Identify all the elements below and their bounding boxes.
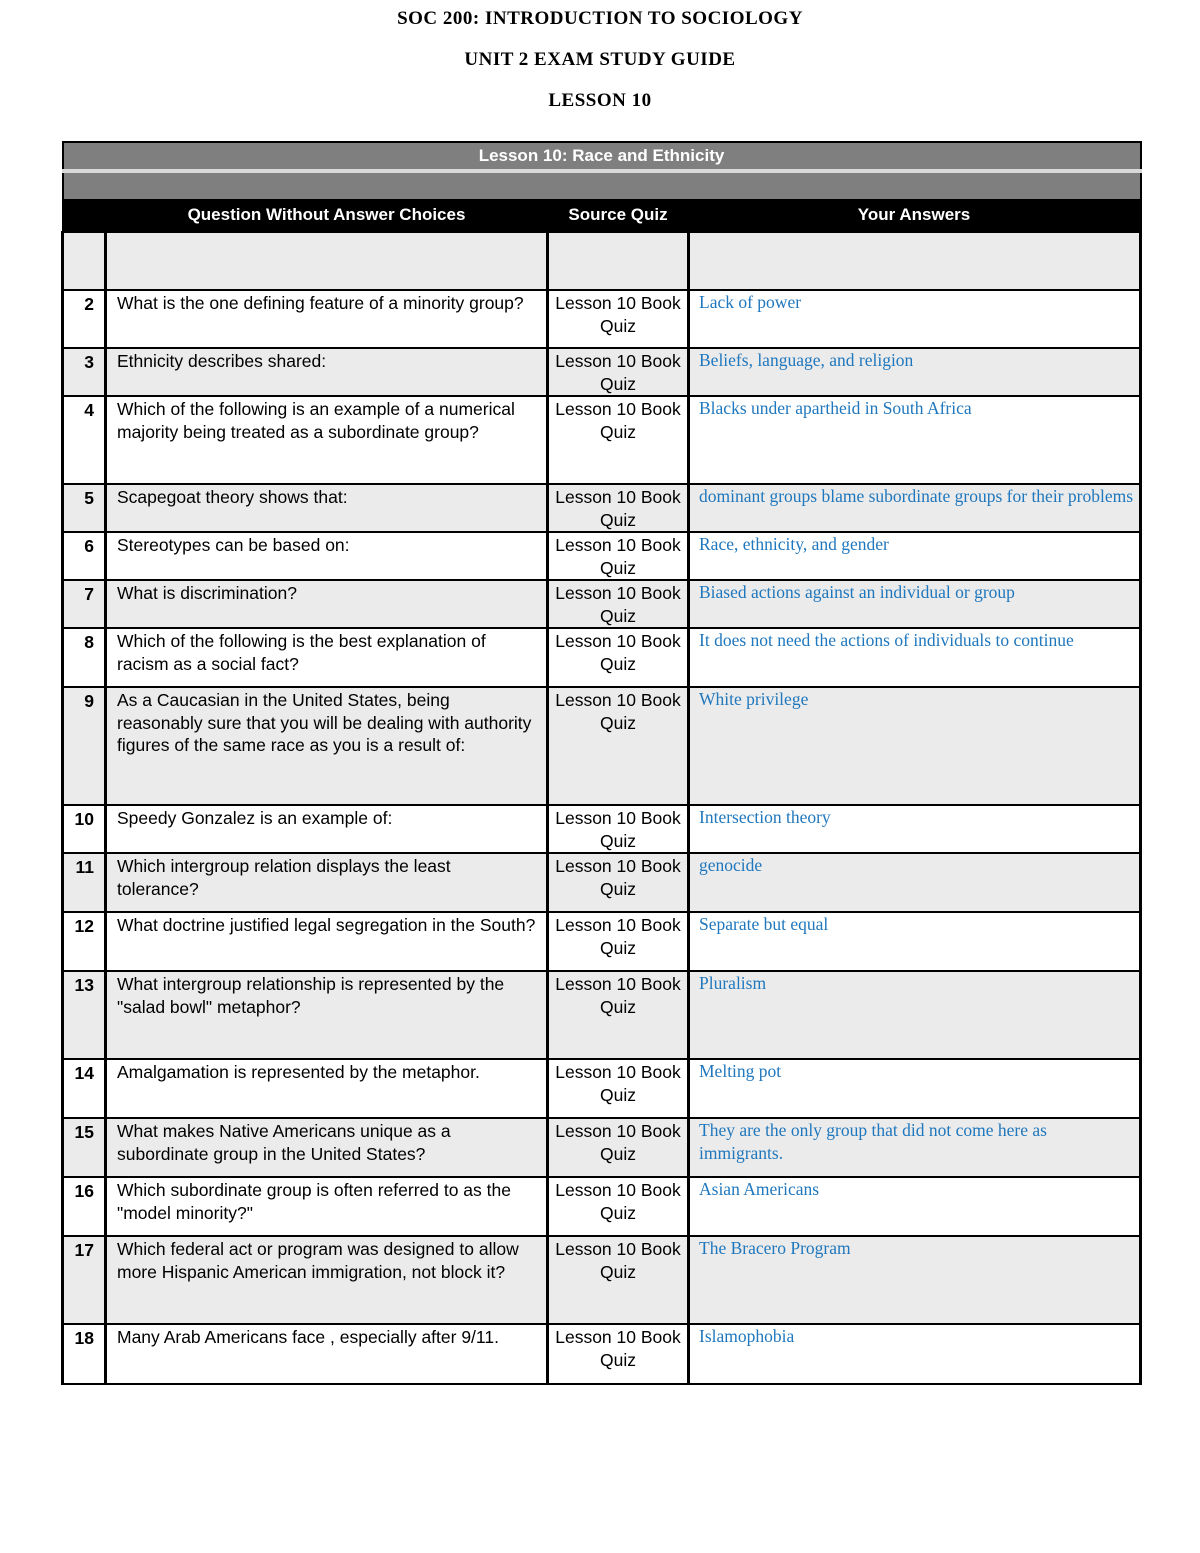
answer-text: Melting pot [689, 1059, 1141, 1118]
answer-text: Beliefs, language, and religion [689, 348, 1141, 396]
column-header-number [63, 199, 106, 232]
question-number: 4 [63, 396, 106, 484]
question-text: Which of the following is an example of a numerical majority being treated as a subordinate group? [106, 396, 548, 484]
answer-text: Lack of power [689, 290, 1141, 348]
table-row [63, 805, 1141, 853]
question-text: What makes Native Americans unique as a subordinate group in the United States? [106, 1118, 548, 1177]
question-number: 14 [63, 1059, 106, 1118]
question-text: Which subordinate group is often referred to as the "model minority?" [106, 1177, 548, 1236]
question-number [63, 232, 106, 290]
table-row [63, 348, 1141, 396]
table-row [63, 853, 1141, 912]
source-quiz: Lesson 10 Book Quiz [548, 1324, 689, 1384]
source-quiz: Lesson 10 Book Quiz [548, 853, 689, 912]
source-quiz: Lesson 10 Book Quiz [548, 290, 689, 348]
table-row [63, 290, 1141, 348]
question-number: 2 [63, 290, 106, 348]
answer-text: Pluralism [689, 971, 1141, 1059]
answer-text: dominant groups blame subordinate groups for their problems [689, 484, 1141, 532]
question-text: As a Caucasian in the United States, being reasonably sure that you will be dealing with authority figures of the same race as you is a result of: [106, 687, 548, 805]
source-quiz: Lesson 10 Book Quiz [548, 580, 689, 628]
question-text: What is the one defining feature of a minority group? [106, 290, 548, 348]
question-number: 10 [63, 805, 106, 853]
source-quiz: Lesson 10 Book Quiz [548, 484, 689, 532]
answer-text: Intersection theory [689, 805, 1141, 853]
question-number: 6 [63, 532, 106, 580]
source-quiz: Lesson 10 Book Quiz [548, 805, 689, 853]
question-text: Many Arab Americans face , especially after 9/11. [106, 1324, 548, 1384]
question-number: 17 [63, 1236, 106, 1324]
answer-text: Asian Americans [689, 1177, 1141, 1236]
question-number: 3 [63, 348, 106, 396]
table-row [63, 532, 1141, 580]
table-row [63, 912, 1141, 971]
question-text: Which intergroup relation displays the least tolerance? [106, 853, 548, 912]
question-text: Ethnicity describes shared: [106, 348, 548, 396]
table-row [63, 971, 1141, 1059]
source-quiz: Lesson 10 Book Quiz [548, 532, 689, 580]
source-quiz: Lesson 10 Book Quiz [548, 1236, 689, 1324]
question-text: What is discrimination? [106, 580, 548, 628]
question-number: 13 [63, 971, 106, 1059]
banner-spacer [63, 171, 1141, 199]
table-row [63, 687, 1141, 805]
table-row [63, 1059, 1141, 1118]
table-row [63, 484, 1141, 532]
answer-text: White privilege [689, 687, 1141, 805]
source-quiz: Lesson 10 Book Quiz [548, 628, 689, 687]
question-number: 5 [63, 484, 106, 532]
source-quiz: Lesson 10 Book Quiz [548, 1177, 689, 1236]
answer-text: It does not need the actions of individuals to continue [689, 628, 1141, 687]
question-text: What intergroup relationship is represented by the "salad bowl" metaphor? [106, 971, 548, 1059]
table-row [63, 1236, 1141, 1324]
answer-text: Biased actions against an individual or group [689, 580, 1141, 628]
question-number: 15 [63, 1118, 106, 1177]
column-header-question: Question Without Answer Choices [106, 199, 548, 232]
source-quiz: Lesson 10 Book Quiz [548, 912, 689, 971]
question-text: Stereotypes can be based on: [106, 532, 548, 580]
table-row [63, 1177, 1141, 1236]
guide-title: UNIT 2 EXAM STUDY GUIDE [464, 49, 736, 70]
answer-text: Islamophobia [689, 1324, 1141, 1384]
source-quiz: Lesson 10 Book Quiz [548, 1059, 689, 1118]
question-number: 12 [63, 912, 106, 971]
table-row [63, 1324, 1141, 1384]
question-number: 18 [63, 1324, 106, 1384]
column-header-source: Source Quiz [548, 199, 689, 232]
answer-text: Separate but equal [689, 912, 1141, 971]
table-row [63, 396, 1141, 484]
answer-text: The Bracero Program [689, 1236, 1141, 1324]
question-number: 16 [63, 1177, 106, 1236]
answer-text [689, 232, 1141, 290]
answer-text: They are the only group that did not come here as immigrants. [689, 1118, 1141, 1177]
table-banner: Lesson 10: Race and Ethnicity [63, 142, 1141, 171]
question-text: What doctrine justified legal segregation in the South? [106, 912, 548, 971]
answer-text: Blacks under apartheid in South Africa [689, 396, 1141, 484]
table-row [63, 1118, 1141, 1177]
table-row [63, 580, 1141, 628]
question-number: 7 [63, 580, 106, 628]
column-header-answer: Your Answers [689, 199, 1141, 232]
question-text: Which of the following is the best explanation of racism as a social fact? [106, 628, 548, 687]
source-quiz: Lesson 10 Book Quiz [548, 1118, 689, 1177]
source-quiz: Lesson 10 Book Quiz [548, 348, 689, 396]
table-row [63, 232, 1141, 290]
answer-text: genocide [689, 853, 1141, 912]
question-text: Scapegoat theory shows that: [106, 484, 548, 532]
source-quiz [548, 232, 689, 290]
study-guide-table [61, 141, 1142, 1385]
lesson-title: LESSON 10 [548, 90, 652, 111]
question-text: Amalgamation is represented by the metaphor. [106, 1059, 548, 1118]
question-number: 8 [63, 628, 106, 687]
question-text [106, 232, 548, 290]
question-number: 11 [63, 853, 106, 912]
source-quiz: Lesson 10 Book Quiz [548, 396, 689, 484]
source-quiz: Lesson 10 Book Quiz [548, 687, 689, 805]
answer-text: Race, ethnicity, and gender [689, 532, 1141, 580]
source-quiz: Lesson 10 Book Quiz [548, 971, 689, 1059]
table-row [63, 628, 1141, 687]
question-text: Which federal act or program was designed to allow more Hispanic American immigration, not block it? [106, 1236, 548, 1324]
course-title: SOC 200: INTRODUCTION TO SOCIOLOGY [397, 8, 803, 29]
question-number: 9 [63, 687, 106, 805]
column-header-row [63, 199, 1141, 232]
question-text: Speedy Gonzalez is an example of: [106, 805, 548, 853]
